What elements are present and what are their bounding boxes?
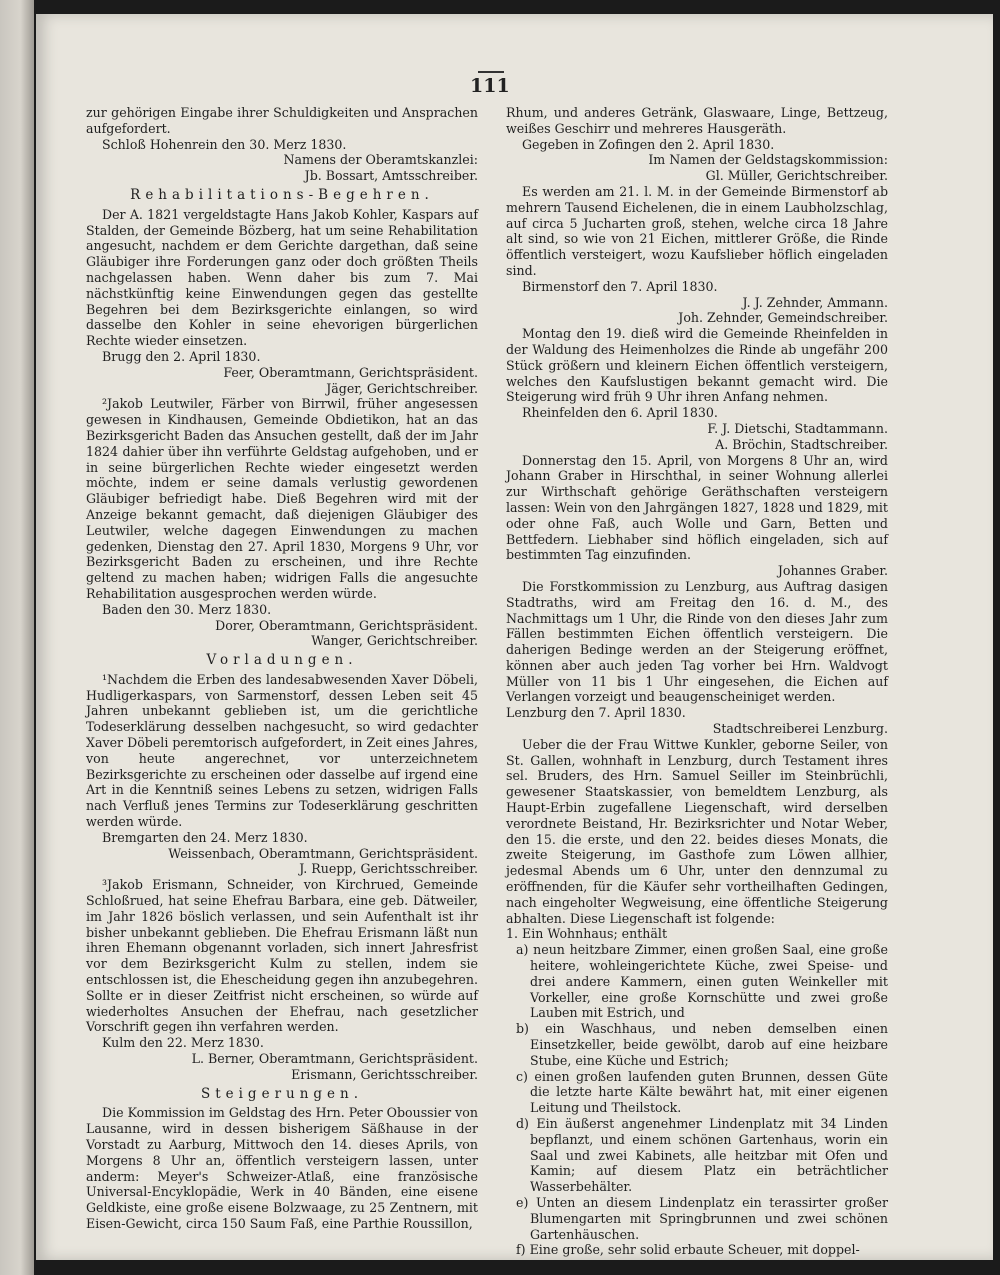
section-heading-steigerungen: Steigerungen. [200,1085,364,1102]
list-subitem: c) einen großen laufenden guten Brunnen, dessen Güte die letzte harte Kälte bewährt hat, mit einer eigenen Leitung und Theilstock. [516,1068,888,1116]
notice-signature: Johannes Graber. [777,563,888,579]
notice-date: Birmenstorf den 7. April 1830. [522,278,718,294]
notice-date: Bremgarten den 24. Merz 1830. [102,829,308,845]
page-number-rule [478,71,504,73]
notice-signature: Gl. Müller, Gerichtschreiber. [705,168,888,184]
notice-date: Schloß Hohenrein den 30. Merz 1830. [102,136,347,152]
notice-signature: Dorer, Oberamtmann, Gerichtspräsident. [215,617,478,633]
notice-signature: Feer, Oberamtmann, Gerichtspräsident. [223,364,478,380]
list-subitem: a) neun heitzbare Zimmer, einen großen Saal, eine große heitere, wohleingerichtete Küche, zwei Speise- und drei andere Kammern, einen guten Weinkeller mit Vorkeller, eine große Kornschütte und zwei große Lauben mit Estrich, und [516,942,888,1021]
page-number: 111 [470,75,510,97]
notice-date: Kulm den 22. Merz 1830. [102,1035,264,1051]
notice-signature: Joh. Zehnder, Gemeindschreiber. [678,310,888,326]
left-column [86,105,478,1232]
section-heading-vorladungen: Vorladungen. [206,652,358,669]
adjacent-page-edge [0,0,34,1275]
right-column [506,105,888,1258]
notice-date: Gegeben in Zofingen den 2. April 1830. [522,136,775,152]
notice-paragraph: ¹Nachdem die Erben des landesabwesenden Xaver Döbeli, Hudligerkaspars, von Sarmenstorf, dessen Leben seit 45 Jahren unbekannt geblieben ist, um die gerichtliche Todeserklärung desselben nachgesucht, so wird gedachter Xaver Döbeli peremtorisch aufgefordert, in Zeit eines Jahres, von heute angerechnet, vor unterzeichnetem Bezirksgerichte zu erscheinen oder dasselbe auf irgend eine Art in die Kenntniß seines Lebens zu setzen, widrigen Falls nach Verfluß jenes Termins zur Todeserklärung geschritten werden würde. [86,671,478,830]
notice-paragraph: Die Kommission im Geldstag des Hrn. Peter Oboussier von Lausanne, wird in dessen bisherigem Säßhause in der Vorstadt zu Aarburg, Mittwoch den 14. dieses Aprils, von Morgens 8 Uhr an, öffentlich versteigern lassen, unter anderm: Meyer's Schweizer-Atlaß, eine französische Universal-Encyklopädie, Werk in 40 Bänden, eine eisene Geldkiste, eine große eisene Bolzwaage, zu 25 Zentnern, mit Eisen-Gewicht, circa 150 Saum Faß, eine Parthie Roussillon, [86,1105,478,1231]
notice-paragraph: Montag den 19. dieß wird die Gemeinde Rheinfelden in der Waldung des Heimenholzes die Rinde ab ungefähr 200 Stück größern und kleinern Eichen öffentlich versteigern, welches den Kaufslustigen bekannt gemacht wird. Die Steigerung wird früh 9 Uhr ihren Anfang nehmen. [506,326,888,405]
list-subitem: b) ein Waschhaus, und neben demselben einen Einsetzkeller, beide gewölbt, darob auf eine heizbare Stube, eine Küche und Estrich; [516,1021,888,1068]
notice-signature: Jb. Bossart, Amtsschreiber. [304,168,478,184]
list-subitem: d) Ein äußerst angenehmer Lindenplatz mit 34 Linden bepflanzt, und einem schönen Gartenhaus, worin ein Saal und zwei Kabinets, alle heitzbar mit Ofen und Kamin; auf diesem Platz ein beträchtlicher Wasserbehälter. [516,1116,888,1195]
notice-paragraph: Der A. 1821 vergeldstagte Hans Jakob Kohler, Kaspars auf Stalden, der Gemeinde Bözberg, hat um seine Rehabilitation angesucht, nachdem er dem Gerichte dargethan, daß seine Gläubiger ihre Forderungen ganz oder doch größten Theils nachgelassen haben. Wenn daher bis zum 7. Mai nächstkünftig keine Einwendungen gegen das gestellte Begehren bei dem Bezirksgerichte einlangen, so wird dasselbe den Kohler in seine ehevorigen bürgerlichen Rechte wieder einsetzen. [86,206,478,349]
notice-signature: L. Berner, Oberamtmann, Gerichtspräsident. [191,1051,478,1067]
notice-date: Brugg den 2. April 1830. [102,348,261,364]
notice-paragraph: Donnerstag den 15. April, von Morgens 8 Uhr an, wird Johann Graber in Hirschthal, in seiner Wohnung allerlei zur Wirthschaft gehörige Geräthschaften versteigern lassen: Wein von den Jahrgängen 1827, 1828 und 1829, mit oder ohne Faß, auch Wolle und Garn, Betten und Bettfedern. Liebhaber sind höflich eingeladen, sich auf bestimmten Tag einzufinden. [506,452,888,563]
notice-paragraph: Ueber die der Frau Wittwe Kunkler, geborne Seiler, von St. Gallen, wohnhaft in Lenzburg, durch Testament ihres sel. Bruders, des Hrn. Samuel Seiller im Steinbrüchli, gewesener Staatskassier, von bemeldtem Lenzburg, als Haupt-Erbin zugefallene Liegenschaft, wird derselben verordnete Beistand, Hr. Bezirksrichter und Notar Weber, den 15. die erste, und den 22. beides dieses Monats, die zweite Steigerung, im Gasthofe zum Löwen allhier, jedesmal Abends um 6 Uhr, unter den dennzumal zu eröffnenden, für die Käufer sehr vortheilhaften Gedingen, nach eingeholter Wegweisung, eine öffentliche Steigerung abhalten. Diese Liegenschaft ist folgende: [506,736,888,926]
list-subitem: e) Unten an diesem Lindenplatz ein terassirter großer Blumengarten mit Springbrunnen und zwei schönen Gartenhäuschen. [516,1194,888,1242]
list-item: 1. Ein Wohnhaus; enthält [506,926,668,942]
notice-paragraph: zur gehörigen Eingabe ihrer Schuldigkeiten und Ansprachen aufgefordert. [86,105,478,136]
notice-signature: F. J. Dietschi, Stadtammann. [707,420,888,436]
notice-date: Lenzburg den 7. April 1830. [506,705,686,721]
notice-signature: Wanger, Gerichtschreiber. [311,633,478,649]
notice-signature: J. Ruepp, Gerichtsschreiber. [299,861,478,877]
notice-paragraph: Rhum, und anderes Getränk, Glaswaare, Linge, Bettzeug, weißes Geschirr und mehreres Hausgeräth. [506,105,888,136]
notice-signature: Im Namen der Geldstagskommission: [648,152,888,168]
notice-paragraph: ³Jakob Erismann, Schneider, von Kirchrued, Gemeinde Schloßrued, hat seine Ehefrau Barbara, eine geb. Dätweiler, im Jahr 1826 böslich verlassen, und sein Aufenthalt ist ihr bisher unbekannt geblieben. Die Ehefrau Erismann läßt nun ihren Ehemann obgenannt vorladen, sich innert Jahresfrist vor dem Bezirksgericht Kulm zu stellen, indem sie entschlossen ist, die Ehescheidung gegen ihn anzubegehren. Sollte er in dieser Zeitfrist nicht erscheinen, so würde auf wiederholtes Ansuchen der Ehefrau, nach gesetzlicher Vorschrift gegen ihn verfahren werden. [86,877,478,1035]
notice-signature: Stadtschreiberei Lenzburg. [712,721,888,737]
notice-paragraph: Es werden am 21. l. M. in der Gemeinde Birmenstorf ab mehrern Tausend Eichelenen, die in einem Laubholzschlag, auf circa 5 Jucharten groß, stehen, welche circa 18 Jahre alt sind, so wie von 21 Eichen, mittlerer Größe, die Rinde öffentlich versteigert, wozu Kaufslieber höflich eingeladen sind. [506,183,888,278]
notice-paragraph: Die Forstkommission zu Lenzburg, aus Auftrag dasigen Stadtraths, wird am Freitag den 16. d. M., des Nachmittags um 1 Uhr, die Rinde von den dieses Jahr zum Fällen bestimmten Eichen öffentlich versteigern. Die daherigen Bedinge werden an der Steigerung eröffnet, können aber auch jeden Tag vorher bei Hrn. Waldvogt Müller von 11 bis 1 Uhr eingesehen, die Eichen auf Verlangen vorzeigt und beaugenscheiniget werden. [506,578,888,705]
notice-signature: Weissenbach, Oberamtmann, Gerichtspräsident. [168,845,478,861]
notice-signature: J. J. Zehnder, Ammann. [742,294,888,310]
notice-signature: A. Bröchin, Stadtschreiber. [715,436,888,452]
notice-signature: Jäger, Gerichtschreiber. [326,380,478,396]
notice-date: Baden den 30. Merz 1830. [102,601,272,617]
list-subitem: f) Eine große, sehr solid erbaute Scheuer, mit doppel- [516,1242,860,1258]
notice-date: Rheinfelden den 6. April 1830. [522,405,718,421]
section-heading-rehabilitation: Rehabilitations-Begehren. [130,186,434,203]
notice-signature: Erismann, Gerichtsschreiber. [291,1066,478,1082]
notice-signature: Namens der Oberamtskanzlei: [283,152,478,168]
notice-paragraph: ²Jakob Leutwiler, Färber von Birrwil, früher angesessen gewesen in Kindhausen, Gemeinde Obdietikon, hat an das Bezirksgericht Baden das Ansuchen gestellt, daß der im Jahr 1824 dahier über ihn verführte Geldstag aufgehoben, und er in seine bürgerlichen Rechte wieder eingesetzt werden möchte, indem er seine damals verlustig gewordenen Gläubiger befriedigt habe. Dieß Begehren wird mit der Anzeige bekannt gemacht, daß diejenigen Gläubiger des Leutwiler, welche dagegen Einwendungen zu machen gedenken, Dienstag den 27. April 1830, Morgens 9 Uhr, vor Bezirksgericht Baden zu erscheinen, und ihre Rechte geltend zu machen haben; widrigen Falls die angesuchte Rehabilitation ausgesprochen werden würde. [86,396,478,601]
